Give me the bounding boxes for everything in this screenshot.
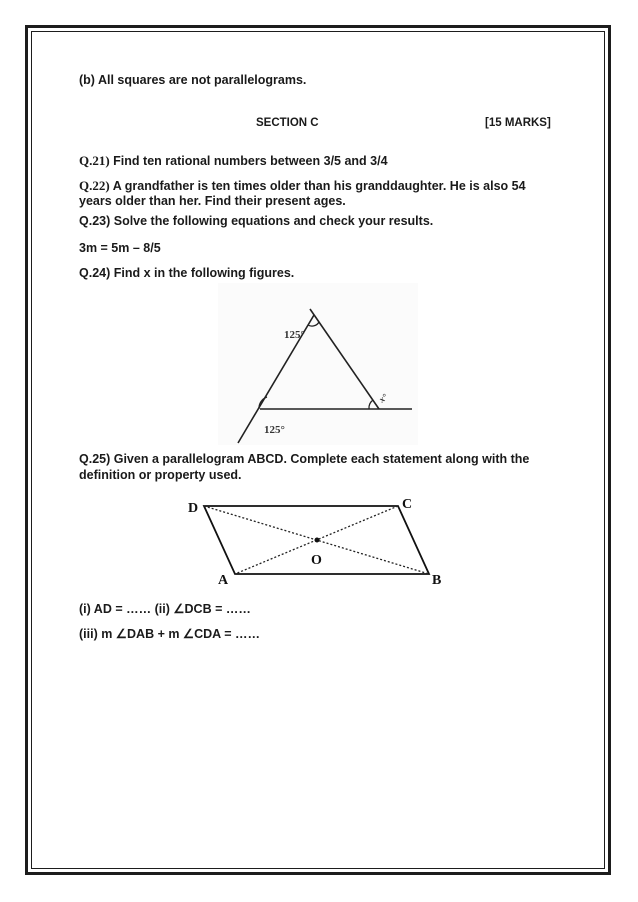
question-21-text: Find ten rational numbers between 3/5 and 3/4	[109, 154, 388, 168]
question-22-text-line1: A grandfather is ten times older than his granddaughter. He is also 54	[109, 179, 526, 193]
question-25-items-line1: (i) AD = …… (ii) ∠DCB = ……	[79, 602, 251, 616]
intersection-point-o	[315, 538, 320, 543]
parallelogram-figure	[180, 492, 450, 588]
vertex-label-a: A	[218, 573, 229, 588]
center-label-o: O	[311, 553, 322, 568]
question-25-items-line2: (iii) m ∠DAB + m ∠CDA = ……	[79, 627, 260, 641]
triangle-figure	[218, 283, 418, 445]
section-title: SECTION C	[256, 117, 319, 129]
statement-b: (b) All squares are not parallelograms.	[79, 73, 307, 87]
question-22-number: Q.22)	[79, 178, 110, 193]
angle-label-top: 125°	[284, 329, 305, 341]
question-22-line2: years older than her. Find their present ages.	[79, 194, 346, 208]
question-25-line2: definition or property used.	[79, 468, 242, 482]
question-25-line1: Q.25) Given a parallelogram ABCD. Complete each statement along with the	[79, 452, 530, 466]
triangle-figure-bg	[218, 283, 418, 445]
section-marks: [15 MARKS]	[485, 117, 551, 129]
vertex-label-c: C	[402, 497, 413, 512]
vertex-label-b: B	[432, 573, 442, 588]
vertex-label-d: D	[188, 501, 199, 516]
question-23-equation: 3m = 5m – 8/5	[79, 241, 161, 255]
question-21	[79, 152, 388, 170]
question-24: Q.24) Find x in the following figures.	[79, 266, 295, 280]
question-21-number: Q.21)	[79, 153, 110, 168]
angle-label-x: x°	[376, 391, 390, 405]
angle-label-bottom: 125°	[264, 424, 285, 436]
question-23: Q.23) Solve the following equations and check your results.	[79, 214, 434, 228]
